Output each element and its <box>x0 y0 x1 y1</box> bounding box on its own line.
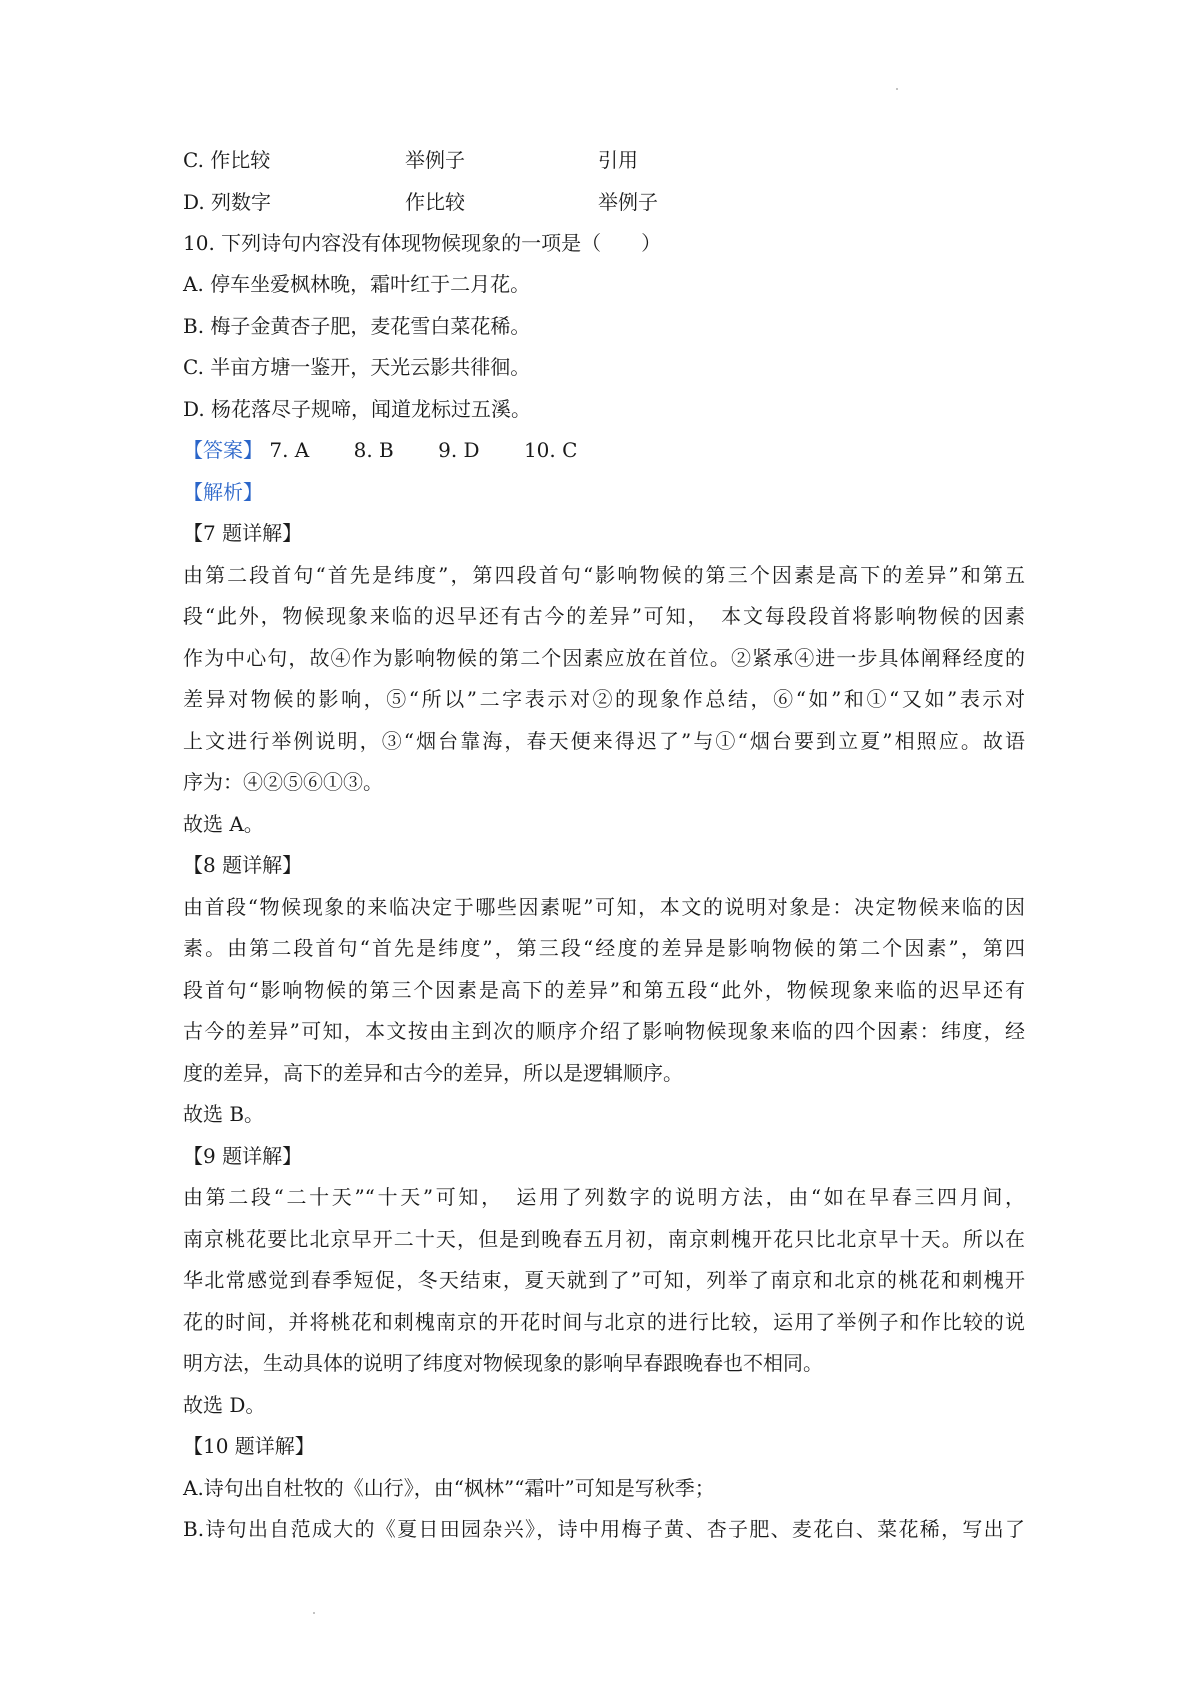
q8-line: 古今的差异”可知，本文按由主到次的顺序介绍了影响物候现象来临的四个因素：纬度，经 <box>183 1019 1025 1043</box>
q8-line: 素。由第二段首句“首先是纬度”，第三段“经度的差异是影响物候的第二个因素”，第四 <box>183 936 1025 960</box>
q8-line: 段首句“影响物候的第三个因素是高下的差异”和第五段“此外，物候现象来临的迟早还有 <box>183 978 1025 1002</box>
q9-conclusion: 故选 D。 <box>183 1393 266 1417</box>
q10-heading: 【10 题详解】 <box>183 1434 315 1458</box>
scan-mark-top <box>896 88 898 90</box>
answer-label: 【答案】 <box>183 438 263 462</box>
option-c-col3: 引用 <box>598 148 638 172</box>
q10-line: A.诗句出自杜牧的《山行》，由“枫林”“霜叶”可知是写秋季； <box>183 1476 715 1500</box>
q7-line: 序为：④②⑤⑥①③。 <box>183 770 383 794</box>
q7-line: 段“此外，物候现象来临的迟早还有古今的差异”可知， 本文每段段首将影响物候的因素 <box>183 604 1025 628</box>
option-d-col1: D. 列数字 <box>183 190 272 214</box>
q7-conclusion: 故选 A。 <box>183 812 264 836</box>
q9-line: 花的时间，并将桃花和刺槐南京的开花时间与北京的进行比较，运用了举例子和作比较的说 <box>183 1310 1025 1334</box>
q7-heading: 【7 题详解】 <box>183 521 303 545</box>
q10-option-d: D. 杨花落尽子规啼，闻道龙标过五溪。 <box>183 397 532 421</box>
answer-item-8: 8. B <box>353 438 394 462</box>
analysis-label: 【解析】 <box>183 480 263 504</box>
q10-option-b: B. 梅子金黄杏子肥，麦花雪白菜花稀。 <box>183 314 531 338</box>
q10-line: B.诗句出自范成大的《夏日田园杂兴》，诗中用梅子黄、杏子肥、麦花白、菜花稀，写出了 <box>183 1517 1025 1541</box>
answer-item-9: 9. D <box>438 438 480 462</box>
option-d-col3: 举例子 <box>598 190 658 214</box>
q9-heading: 【9 题详解】 <box>183 1144 303 1168</box>
option-c-col2: 举例子 <box>405 148 465 172</box>
q8-conclusion: 故选 B。 <box>183 1102 265 1126</box>
option-c-col1: C. 作比较 <box>183 148 271 172</box>
q7-line: 差异对物候的影响，⑤“所以”二字表示对②的现象作总结，⑥“如”和①“又如”表示对 <box>183 687 1025 711</box>
q7-line: 由第二段首句“首先是纬度”，第四段首句“影响物候的第三个因素是高下的差异”和第五 <box>183 563 1025 587</box>
q9-line: 明方法，生动具体的说明了纬度对物候现象的影响早春跟晚春也不相同。 <box>183 1351 823 1375</box>
answer-item-10: 10. C <box>523 438 578 462</box>
option-d-col2: 作比较 <box>405 190 465 214</box>
q8-heading: 【8 题详解】 <box>183 853 303 877</box>
scan-mark-bottom <box>313 1612 315 1614</box>
q10-option-a: A. 停车坐爱枫林晚，霜叶红于二月花。 <box>183 272 531 296</box>
answer-line <box>183 436 577 464</box>
q9-line: 由第二段“二十天”“十天”可知， 运用了列数字的说明方法，由“如在早春三四月间， <box>183 1185 1025 1209</box>
q9-line: 华北常感觉到春季短促，冬天结束，夏天就到了”可知，列举了南京和北京的桃花和刺槐开 <box>183 1268 1025 1292</box>
q10-stem: 10. 下列诗句内容没有体现物候现象的一项是（ ） <box>183 231 662 255</box>
q7-line: 上文进行举例说明，③“烟台靠海，春天便来得迟了”与①“烟台要到立夏”相照应。故语 <box>183 729 1025 753</box>
q9-line: 南京桃花要比北京早开二十天，但是到晚春五月初，南京刺槐开花只比北京早十天。所以在 <box>183 1227 1025 1251</box>
q8-line: 由首段“物候现象的来临决定于哪些因素呢”可知，本文的说明对象是：决定物候来临的因 <box>183 895 1025 919</box>
q8-line: 度的差异，高下的差异和古今的差异，所以是逻辑顺序。 <box>183 1061 683 1085</box>
answer-item-7: 7. A <box>269 438 310 462</box>
q7-line: 作为中心句，故④作为影响物候的第二个因素应放在首位。②紧承④进一步具体阐释经度的 <box>183 646 1025 670</box>
q10-option-c: C. 半亩方塘一鉴开，天光云影共徘徊。 <box>183 355 531 379</box>
